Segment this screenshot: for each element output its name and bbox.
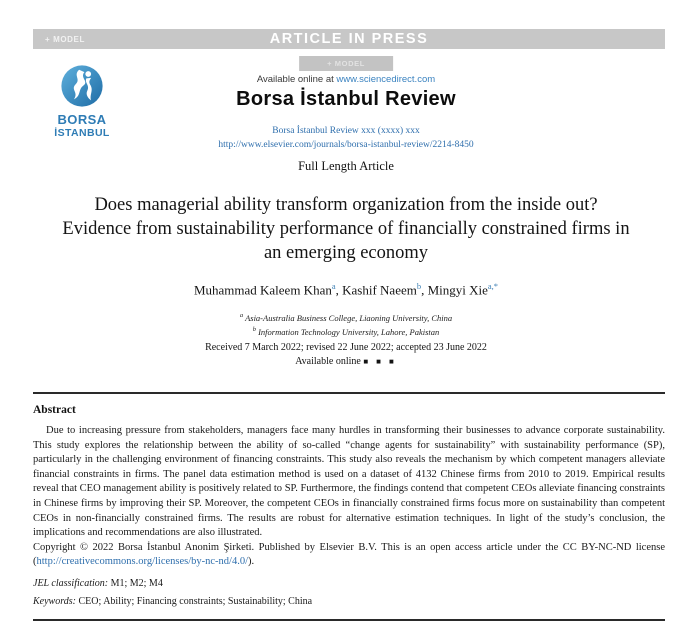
article-title [28, 193, 664, 265]
article-in-press-banner [33, 29, 665, 49]
jel-value: M1; M2; M4 [108, 578, 163, 589]
copyright-text: Copyright © 2022 Borsa İstanbul Anonim Şirketi. Published by Elsevier B.V. This is an open access article under the CC BY-NC-ND license ( [33, 541, 665, 568]
available-online-text: Available online [295, 355, 364, 367]
keywords-value: CEO; Ability; Financing constraints; Sustainability; China [75, 596, 313, 607]
creative-commons-license-link[interactable]: http://creativecommons.org/licenses/by-nc-nd/4.0/ [36, 556, 249, 568]
affiliation-sup: a [239, 312, 244, 319]
logo-text-istanbul: İSTANBUL [54, 127, 110, 139]
top-divider-rule [33, 392, 665, 394]
abstract-section [33, 424, 665, 570]
model-label: + MODEL [45, 35, 85, 44]
affiliation-sup: b [252, 326, 256, 334]
author-affiliation-sup: a,* [487, 281, 499, 291]
available-online-date-line [0, 355, 692, 369]
author-name: Kashif Naeem [342, 282, 417, 298]
author-separator: , [335, 282, 343, 298]
author-name: Mingyi Xie [427, 282, 488, 298]
available-online-line [0, 74, 692, 85]
journal-url-link[interactable]: http://www.elsevier.com/journals/borsa-istanbul-review/2214-8450 [218, 140, 474, 150]
jel-classification-line [33, 578, 163, 589]
author-affiliation-sup: b [416, 281, 422, 291]
keywords-line [33, 596, 312, 607]
available-online-placeholder-squares: ■ ■ ■ [363, 356, 397, 366]
sciencedirect-link[interactable]: www.sciencedirect.com [336, 74, 436, 85]
affiliation-text: Asia-Australia Business College, Liaoning University, China [243, 312, 453, 323]
bottom-divider-rule [33, 619, 665, 621]
masthead [0, 74, 692, 174]
copyright-paragraph [33, 541, 665, 570]
keywords-label: Keywords: [33, 596, 76, 607]
author-affiliation-sup: a [331, 281, 336, 291]
author-separator: , [421, 282, 428, 298]
affiliation-text: Information Technology University, Lahore, Pakistan [255, 327, 440, 338]
jel-label: JEL classification: [33, 578, 109, 589]
article-title-line-2: Evidence from sustainability performance of financially constrained firms in [62, 219, 630, 239]
abstract-paragraph: Due to increasing pressure from stakeholders, managers face many hurdles in transforming their businesses to advance corporate sustainability. This study explores the relationship between the ability of so-called “change agents for sustainability” with sustainability performance (SP), particularly in the challenging environment of financing constraints. This study also reveals the mechanism by which competent managers alleviate financial constraints in firms. The panel data estimation method is used on a dataset of 4132 Chinese firms from 2010 to 2019. Empirical results reveal that CEO management ability is positively related to SP. Furthermore, the findings contend that competent CEOs alleviate financing constraints in Chinese firms by improving their SP. Moreover, the competent CEOs in financially constrained firms focus more on sustainability than competent CEOs in non-financially constrained firms. The results are robust for alternative estimation techniques. In light of the study’s conclusion, the implications and recommendations are also illustrated. [33, 425, 665, 539]
affiliation-list [0, 310, 692, 339]
article-history [0, 341, 692, 368]
article-title-line-1: Does managerial ability transform organization from the inside out? [94, 195, 598, 215]
affiliation-line [0, 310, 692, 324]
article-in-press-label: ARTICLE IN PRESS [269, 31, 429, 47]
copyright-text-end: ). [248, 556, 255, 568]
article-title-line-3: an emerging economy [263, 243, 429, 263]
journal-title: Borsa İstanbul Review [236, 88, 456, 110]
model-badge: + MODEL [299, 56, 393, 71]
article-type-label: Full Length Article [298, 159, 394, 173]
affiliation-line [0, 324, 692, 338]
author-list [0, 281, 692, 298]
abstract-heading: Abstract [33, 404, 76, 416]
logo-text-borsa: BORSA [57, 112, 107, 127]
received-revised-accepted-line: Received 7 March 2022; revised 22 June 2022; accepted 23 June 2022 [205, 342, 487, 353]
journal-citation: Borsa İstanbul Review xxx (xxxx) xxx [272, 126, 420, 136]
available-online-prefix: Available online at [256, 74, 337, 85]
author-name: Muhammad Kaleem Khan [193, 282, 332, 298]
